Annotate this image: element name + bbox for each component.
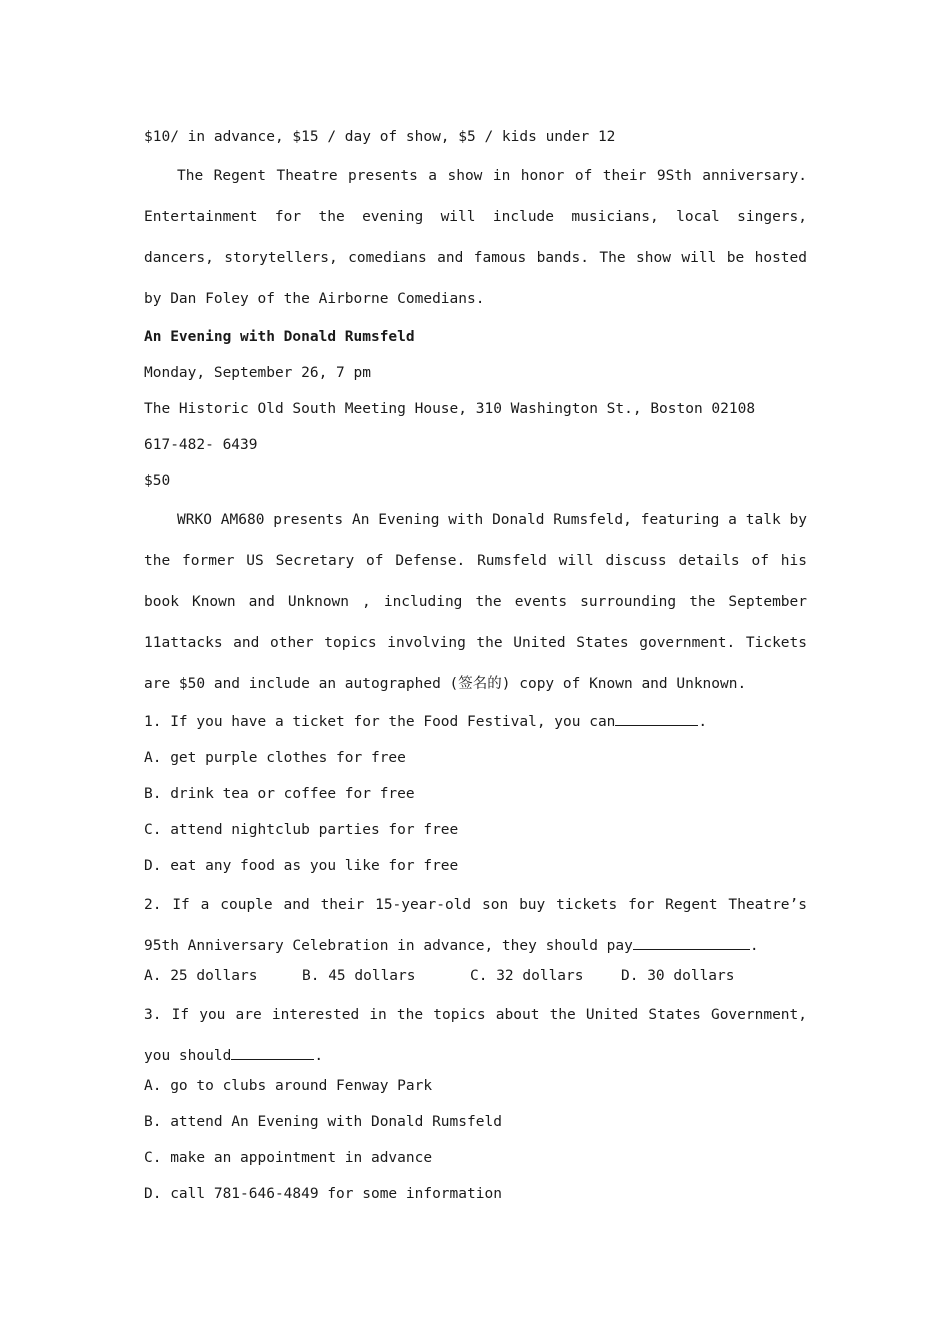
option: A. get purple clothes for free <box>144 750 406 766</box>
regent-description: The Regent Theatre presents a show in honor of their 9Sth anniversary. Entertainment for the evening will include musicians, local singers, dancers, storytellers, comedians and famous bands. The show will be hosted by Dan Foley of the Airborne Comedians. <box>144 168 807 307</box>
event-phone: 617-482- 6439 <box>144 437 258 453</box>
answer-blank <box>231 1044 314 1060</box>
event-price: $50 <box>144 473 171 489</box>
question-2-stem: 2. If a couple and their 15-year-old son buy tickets for Regent Theatre’s 95th Anniversary Celebration in advance, they should pay <box>144 897 807 954</box>
question-2 <box>144 885 807 967</box>
option: A. 25 dollars <box>144 968 258 984</box>
question-1-stem: 1. If you have a ticket for the Food Festival, you can <box>144 714 616 730</box>
option: B. 45 dollars <box>302 968 416 984</box>
option: D. eat any food as you like for free <box>144 858 459 874</box>
question-3-stem: 3. If you are interested in the topics about the United States Government, you should <box>144 1007 807 1064</box>
event-date: Monday, September 26, 7 pm <box>144 365 371 381</box>
question-3-end: . <box>314 1048 324 1064</box>
answer-blank <box>633 934 750 950</box>
option: D. 30 dollars <box>621 968 735 984</box>
regent-prices: $10/ in advance, $15 / day of show, $5 / kids under 12 <box>144 129 616 145</box>
question-3 <box>144 995 807 1077</box>
option: C. attend nightclub parties for free <box>144 822 459 838</box>
option: D. call 781-646-4849 for some information <box>144 1186 502 1202</box>
option: C. make an appointment in advance <box>144 1150 433 1166</box>
option: B. drink tea or coffee for free <box>144 786 415 802</box>
event-description: WRKO AM680 presents An Evening with Donald Rumsfeld, featuring a talk by the former US Secretary of Defense. Rumsfeld will discuss details of his book Known and Unknown , including the events surrounding the September 11attacks and other topics involving the United States government. Tickets are $50 and include an autographed (签名的) copy of Known and Unknown. <box>144 512 807 692</box>
option: A. go to clubs around Fenway Park <box>144 1078 433 1094</box>
option: B. attend An Evening with Donald Rumsfeld <box>144 1114 502 1130</box>
answer-blank <box>615 710 698 726</box>
question-2-end: . <box>749 938 759 954</box>
options-row <box>144 963 807 999</box>
event-venue: The Historic Old South Meeting House, 310 Washington St., Boston 02108 <box>144 401 756 417</box>
option: C. 32 dollars <box>470 968 584 984</box>
event-title: An Evening with Donald Rumsfeld <box>144 329 415 345</box>
document-page <box>144 124 807 1217</box>
question-1 <box>144 709 807 745</box>
question-1-end: . <box>698 714 708 730</box>
